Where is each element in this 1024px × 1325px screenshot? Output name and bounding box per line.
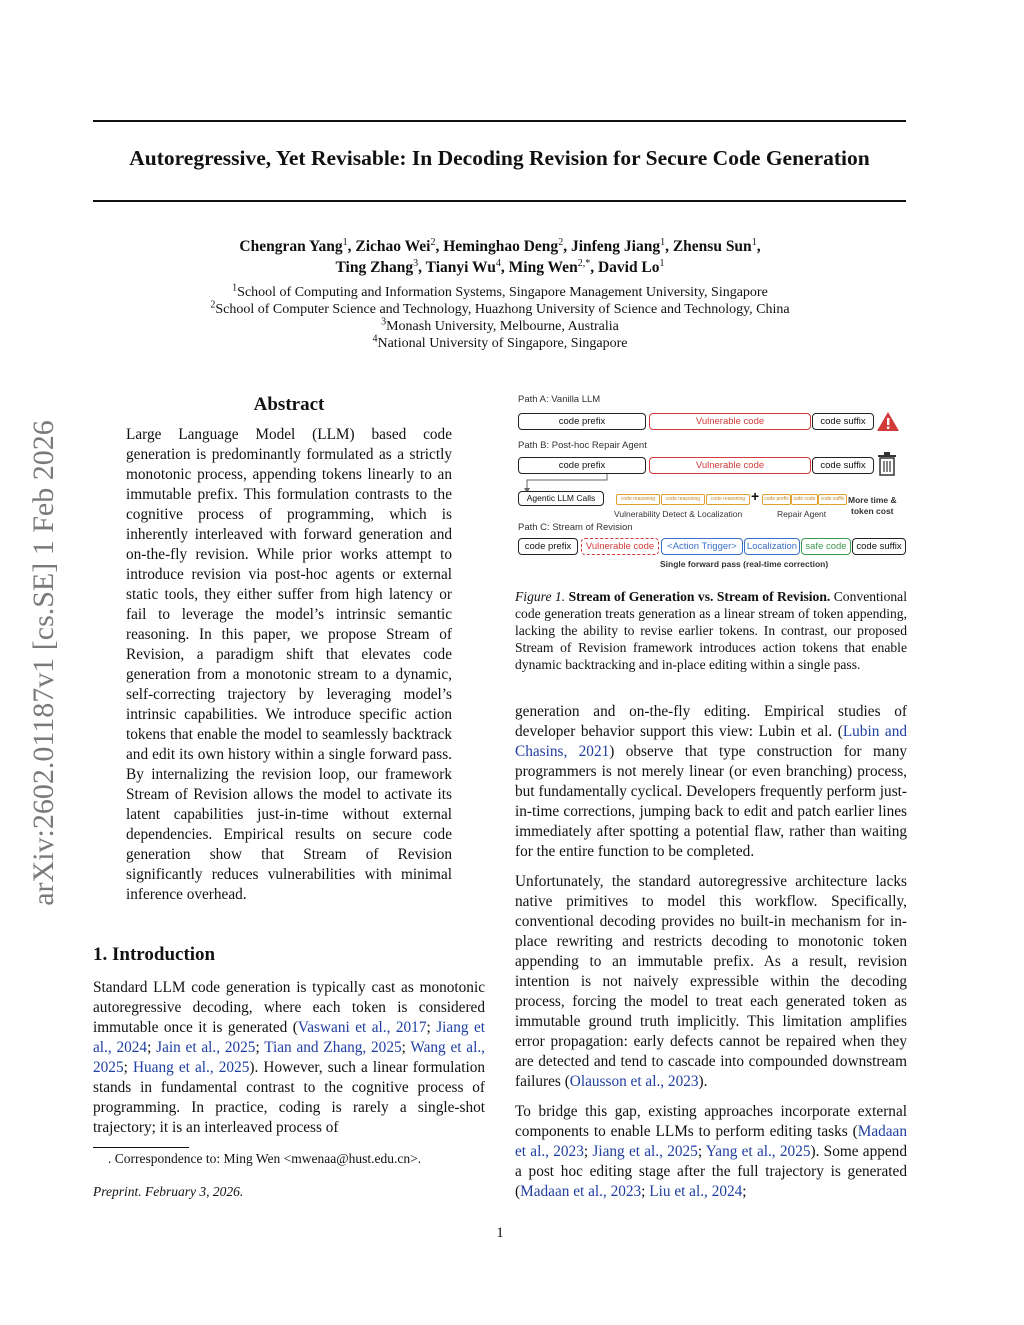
code-suffix-box: code suffix [852, 538, 906, 555]
abstract-heading: Abstract [253, 394, 325, 415]
path-b-label: Path B: Post-hoc Repair Agent [518, 440, 647, 451]
code-suffix-box: code suffix [812, 413, 874, 430]
right-paragraph-2: Unfortunately, the standard autoregressive architecture lacks native primitives to model this workflow. Specifically, conventional decoding provides no built-in mechanism for in-place rewriting and restricts decoding to monotonic token appending to an immutable prefix. As a result, revision intention is not naively expressible within the decoding process, forcing the model to treat each generated token as immutable ground truth implicitly. This limitation amplifies error propagation: early defects cannot be repaired when they are detected and tend to cascade into compounded downstream failures (Olausson et al., 2023). [515, 873, 907, 1090]
right-paragraph-3: To bridge this gap, existing approaches incorporate external components to enable LLMs to perform editing tasks (Madaan et al., 2023; Jiang et al., 2025; Yang et al., 2025). Some append a post hoc editing stage after the full trajectory is generated (Madaan et al., 2023; Liu et al., 2024; [515, 1103, 907, 1200]
affiliation: $^4$National University of Singapore, Singapore [372, 333, 628, 351]
citation-link[interactable]: Liu et al., 2024 [649, 1183, 743, 1200]
right-paragraph-1: generation and on-the-fly editing. Empirical studies of developer behavior support this view: Lubin et al. (Lubin and Chasins, 2021) observe that type construction for many programmers is not merely linear (or even branching) process, but fundamentally cyclical. Developers frequently perform just-in-time corrections, jumping back to edit and patch earlier lines immediately after spotting a potential flaw, rather than waiting for the entire function to be completed. [515, 703, 908, 860]
more-time-label: More time & [848, 495, 897, 505]
page-number: 1 [496, 1225, 504, 1241]
vuln-detect-label: Vulnerability Detect & Localization [614, 509, 743, 519]
author: Ming Wen [508, 259, 578, 276]
vulnerable-code-box: Vulnerable code [649, 457, 811, 474]
affiliation: $^2$School of Computer Science and Technology, Huazhong University of Science and Technology, China [210, 299, 790, 317]
warning-icon [876, 410, 900, 432]
mini-token: code reasoning [661, 494, 705, 505]
citation-link[interactable]: Madaan et al., 2023 [515, 1123, 907, 1160]
vulnerable-code-box: Vulnerable code [649, 413, 811, 430]
author: Zhensu Sun [672, 238, 752, 255]
mini-token: code reasoning [616, 494, 660, 505]
citation-link[interactable]: Madaan et al., 2023 [520, 1183, 642, 1200]
mini-token: code suffix [818, 494, 847, 505]
repair-agent-label: Repair Agent [777, 509, 827, 519]
author: Tianyi Wu [425, 259, 496, 276]
citation-link[interactable]: Jiang et al., 2025 [592, 1143, 698, 1160]
footnote: . Correspondence to: Ming Wen <mwenaa@hust.edu.cn>. [108, 1151, 422, 1166]
intro-heading: 1. Introduction [93, 944, 216, 965]
trash-icon [877, 452, 897, 476]
agentic-llm-calls-box: Agentic LLM Calls [518, 491, 604, 506]
localization-box: Localization [744, 538, 800, 555]
author: David Lo [597, 259, 660, 276]
mini-token: safe code [791, 494, 818, 505]
citation-link[interactable]: Lubin and Chasins, 2021 [515, 723, 907, 760]
token-cost-label: token cost [851, 506, 894, 516]
safe-code-box: safe code [801, 538, 851, 555]
footnote-rule [93, 1147, 189, 1148]
figure-caption: Figure 1. Stream of Generation vs. Stream of Revision. Conventional code generation treats generation as a linear stream of token appending, lacking the ability to revise earlier tokens. In contrast, our proposed Stream of Revision framework introduces action tokens that enable dynamic backtracking and in-place editing within a single pass. [515, 589, 907, 672]
title-bottom-rule [93, 200, 906, 202]
code-prefix-box: code prefix [518, 413, 646, 430]
code-prefix-box: code prefix [518, 457, 646, 474]
abstract-text: Large Language Model (LLM) based code generation is predominantly formulated as a strictly monotonic process, appending tokens linearly to an immutable prefix. This formulation contrasts to the cognitive process of programming, which is inherently interleaved with forward generation and on-the-fly revision. While prior works attempt to introduce revision via post-hoc agents or external static tools, they either suffer from high latency or fail to leverage the model’s intrinsic semantic reasoning. In this paper, we propose Stream of Revision, a paradigm shift that elevates code generation from a monotonic stream to a dynamic, self-correcting trajectory by leveraging model’s intrinsic capabilities. We introduce specific action tokens that enable the model to seamlessly backtrack and edit its own history within a single forward pass. By internalizing the revision loop, our framework Stream of Revision allows the model to activate its latent capabilities just-in-time without external dependencies. Empirical results on secure code generation show that Stream of Revision significantly reduces vulnerabilities with minimal inference overhead. [126, 426, 452, 903]
path-a-label: Path A: Vanilla LLM [518, 394, 601, 405]
citation-link[interactable]: Wang et al., 2025 [93, 1039, 485, 1076]
preprint-note: Preprint. February 3, 2026. [93, 1184, 244, 1199]
affiliation: $^1$School of Computing and Information Systems, Singapore Management University, Singapore [232, 282, 768, 300]
author: Ting Zhang [335, 259, 414, 276]
action-trigger-box: <Action Trigger> [661, 538, 743, 555]
mini-token: code prefix [762, 494, 791, 505]
mini-token: code reasoning [706, 494, 750, 505]
path-c-label: Path C: Stream of Revision [518, 522, 633, 533]
citation-link[interactable]: Olausson et al., 2023 [569, 1073, 699, 1090]
figure-1 [512, 390, 912, 580]
single-pass-label: Single forward pass (real-time correction) [660, 559, 829, 569]
author-line-2: Ting Zhang$^3$, Tianyi Wu$^4$, Ming Wen$^{2,*}$, David Lo$^1$ [335, 257, 665, 276]
citation-link[interactable]: Jiang et al., 2024 [93, 1019, 486, 1056]
plus-icon: + [751, 488, 760, 504]
citation-link[interactable]: Vaswani et al., 2017 [297, 1019, 427, 1036]
author-line-1: Chengran Yang$^1$, Zichao Wei$^2$, Heminghao Deng$^2$, Jinfeng Jiang$^1$, Zhensu Sun$^1$, [239, 236, 761, 255]
citation-link[interactable]: Yang et al., 2025 [705, 1143, 811, 1160]
author: Heminghao Deng [443, 238, 559, 255]
intro-paragraph: Standard LLM code generation is typically cast as monotonic autoregressive decoding, where each token is considered immutable once it is generated (Vaswani et al., 2017; Jiang et al., 2024; Jain et al., 2025; Tian and Zhang, 2025; Wang et al., 2025; Huang et al., 2025). However, such a linear formulation stands in fundamental contrast to the cognitive process of programming. In practice, coding is rarely a single-shot trajectory; it is an interleaved process of [93, 979, 486, 1136]
top-rule [93, 120, 906, 122]
citation-link[interactable]: Jain et al., 2025 [156, 1039, 256, 1056]
code-suffix-box: code suffix [812, 457, 874, 474]
author: Zichao Wei [355, 238, 431, 255]
citation-link[interactable]: Tian and Zhang, 2025 [264, 1039, 402, 1056]
code-prefix-box: code prefix [518, 538, 578, 555]
author: Chengran Yang [239, 238, 343, 255]
author: Jinfeng Jiang [570, 238, 661, 255]
vulnerable-code-box: Vulnerable code [581, 538, 659, 555]
paper-title: Autoregressive, Yet Revisable: In Decoding Revision for Secure Code Generation [129, 146, 870, 170]
affiliation: $^3$Monash University, Melbourne, Australia [381, 316, 619, 334]
citation-link[interactable]: Huang et al., 2025 [132, 1059, 250, 1076]
arxiv-identifier: arXiv:2602.01187v1 [cs.SE] 1 Feb 2026 [27, 420, 60, 906]
